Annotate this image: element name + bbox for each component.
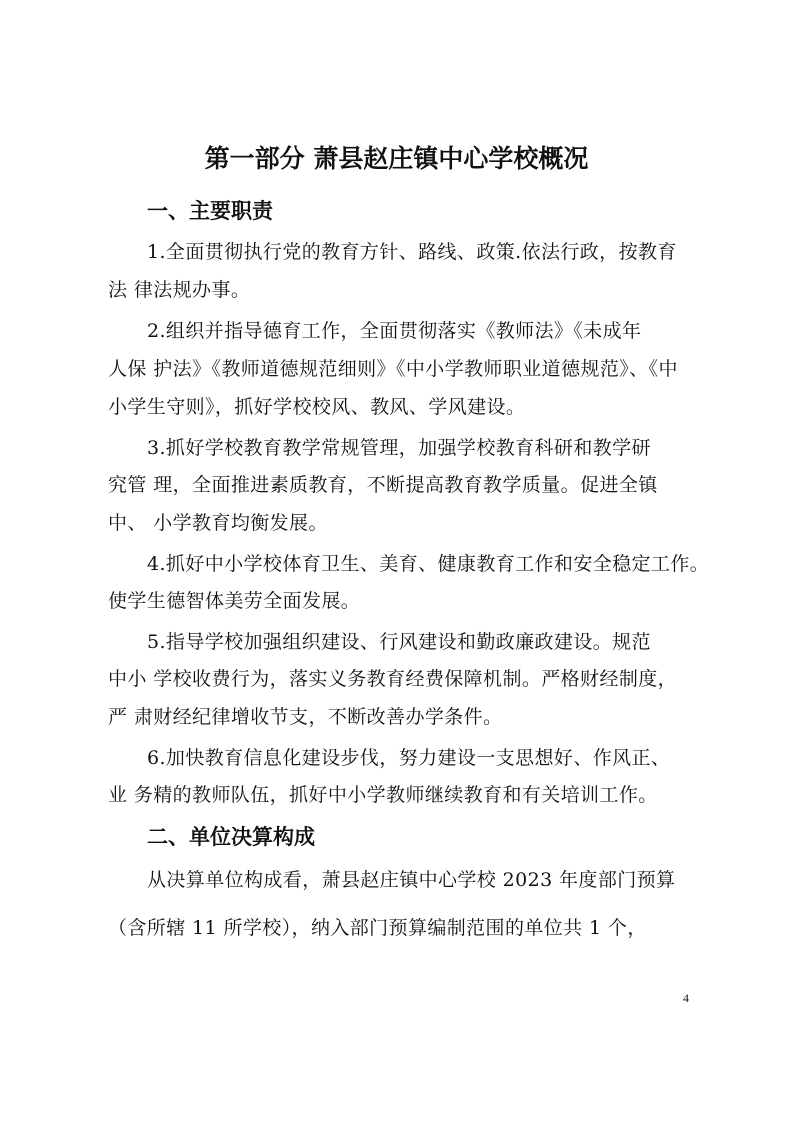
paragraph-line: 法 律法规办事。 [108, 279, 251, 301]
paragraph-line: （含所辖 11 所学校），纳入部门预算编制范围的单位共 1 个， [108, 917, 647, 939]
paragraph-line: 中、 小学教育均衡发展。 [108, 512, 328, 534]
paragraph-line: 业 务精的教师队伍，抓好中小学教师继续教育和有关培训工作。 [108, 784, 658, 806]
section-heading-unit-composition: 二、单位决算构成 [147, 825, 315, 849]
paragraph-line: 3.抓好学校教育教学常规管理，加强学校教育科研和教学研 [147, 437, 651, 459]
paragraph-line: 中小 学校收费行为，落实义务教育经费保障机制。严格财经制度， [108, 668, 678, 690]
paragraph-line: 2.组织并指导德育工作，全面贯彻落实《教师法》《未成年 [147, 320, 642, 342]
paragraph-line: 5.指导学校加强组织建设、行风建设和勤政廉政建设。规范 [147, 631, 651, 653]
paragraph-line: 人保 护法》《教师道德规范细则》《中小学教师职业道德规范》、《中 [108, 358, 678, 380]
paragraph-line: 6.加快教育信息化建设步伐，努力建设一支思想好、作风正、 [147, 747, 671, 769]
page-number: 4 [683, 991, 689, 1005]
paragraph-line: 小学生守则》，抓好学校校风、教风、学风建设。 [108, 396, 526, 418]
paragraph-line: 究管 理，全面推进素质教育，不断提高教育教学质量。促进全镇 [108, 474, 658, 496]
paragraph-line: 1.全面贯彻执行党的教育方针、路线、政策.依法行政，按教育 [147, 241, 677, 263]
page-title: 第一部分 萧县赵庄镇中心学校概况 [204, 144, 589, 173]
section-heading-responsibilities: 一、主要职责 [147, 199, 273, 223]
paragraph-line: 4.抓好中小学校体育卫生、美育、健康教育工作和安全稳定工作。 [147, 553, 710, 575]
paragraph-line: 使学生德智体美劳全面发展。 [108, 590, 361, 612]
paragraph-line: 严 肃财经纪律增收节支，不断改善办学条件。 [108, 706, 503, 728]
paragraph-line: 从决算单位构成看，萧县赵庄镇中心学校 2023 年度部门预算 [147, 869, 676, 891]
